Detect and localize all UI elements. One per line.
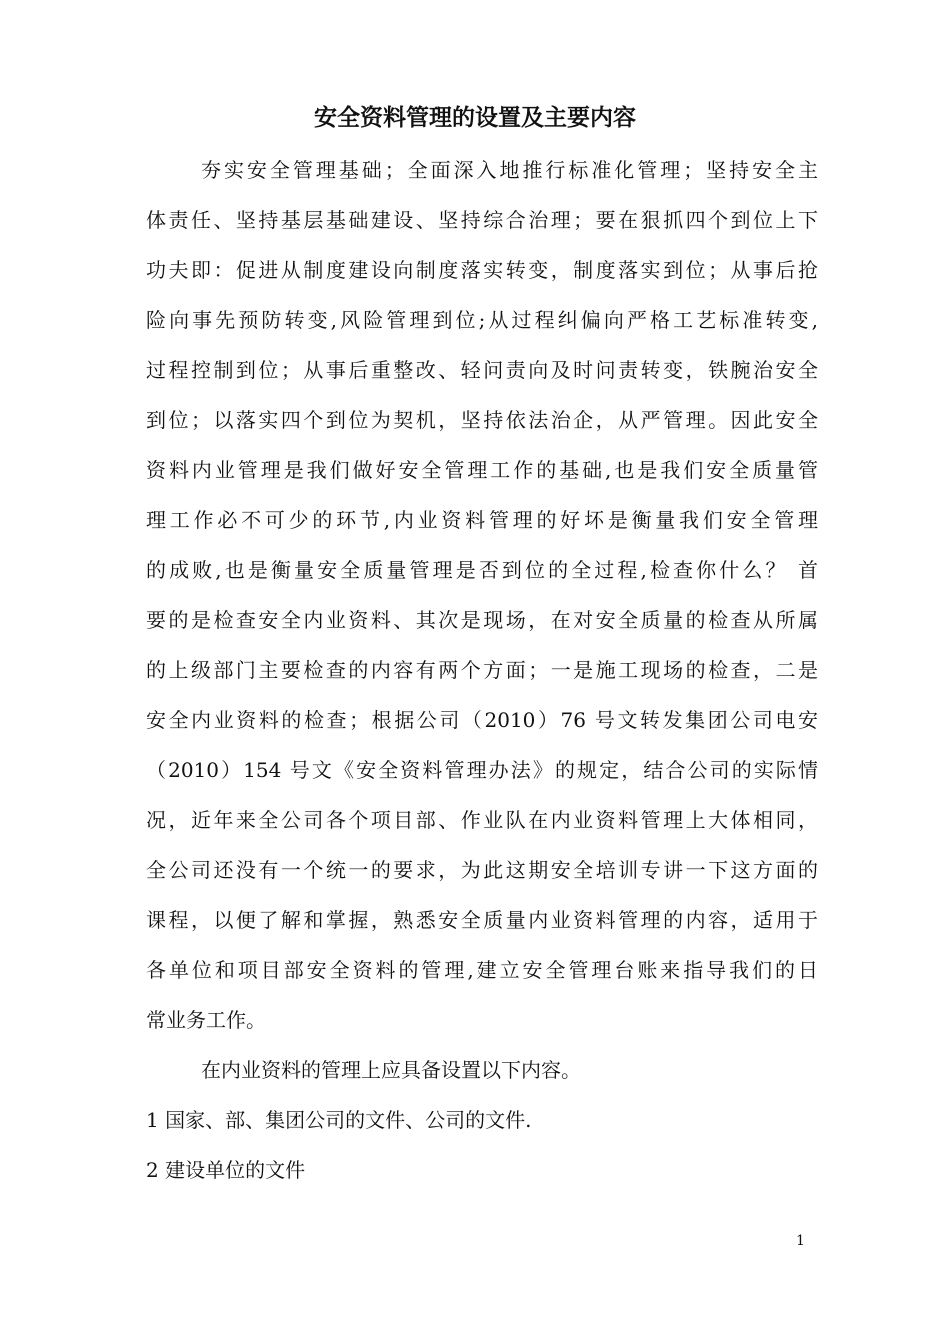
paragraph-line: 到位；以落实四个到位为契机，坚持依法治企，从严管理。因此安全: [146, 408, 818, 432]
paragraph-line: 夯实安全管理基础；全面深入地推行标准化管理；坚持安全主: [201, 158, 818, 182]
page-number: 1: [796, 1233, 805, 1249]
paragraph-line: 的成败,也是衡量安全质量管理是否到位的全过程,检查你什么？ 首: [146, 558, 818, 582]
paragraph-line: 要的是检查安全内业资料、其次是现场，在对安全质量的检查从所属: [146, 608, 818, 632]
paragraph-intro: 在内业资料的管理上应具备设置以下内容。: [201, 1058, 581, 1082]
paragraph-line: 的上级部门主要检查的内容有两个方面；一是施工现场的检查，二是: [146, 658, 818, 682]
paragraph-line: 况，近年来全公司各个项目部、作业队在内业资料管理上大体相同，: [146, 808, 818, 832]
paragraph-line: 各单位和项目部安全资料的管理,建立安全管理台账来指导我们的日: [146, 958, 818, 982]
paragraph-line: 体责任、坚持基层基础建设、坚持综合治理；要在狠抓四个到位上下: [146, 208, 818, 232]
paragraph-line: 课程，以便了解和掌握，熟悉安全质量内业资料管理的内容，适用于: [146, 908, 818, 932]
paragraph-line: 安全内业资料的检查；根据公司（2010）76 号文转发集团公司电安: [146, 708, 818, 732]
paragraph-line: 全公司还没有一个统一的要求，为此这期安全培训专讲一下这方面的: [146, 858, 818, 882]
paragraph-line: （2010）154 号文《安全资料管理办法》的规定，结合公司的实际情: [146, 758, 818, 782]
document-title: 安全资料管理的设置及主要内容: [314, 104, 636, 131]
paragraph-line: 理工作必不可少的环节,内业资料管理的好坏是衡量我们安全管理: [146, 508, 818, 532]
paragraph-line: 常业务工作。: [146, 1008, 266, 1032]
paragraph-line: 资料内业管理是我们做好安全管理工作的基础,也是我们安全质量管: [146, 458, 818, 482]
paragraph-line: 功夫即：促进从制度建设向制度落实转变，制度落实到位；从事后抢: [146, 258, 818, 282]
list-item: 2 建设单位的文件: [146, 1158, 306, 1182]
paragraph-line: 险向事先预防转变,风险管理到位;从过程纠偏向严格工艺标准转变,: [146, 308, 818, 332]
paragraph-line: 过程控制到位；从事后重整改、轻问责向及时问责转变，铁腕治安全: [146, 358, 818, 382]
list-item: 1 国家、部、集团公司的文件、公司的文件.: [146, 1108, 532, 1132]
